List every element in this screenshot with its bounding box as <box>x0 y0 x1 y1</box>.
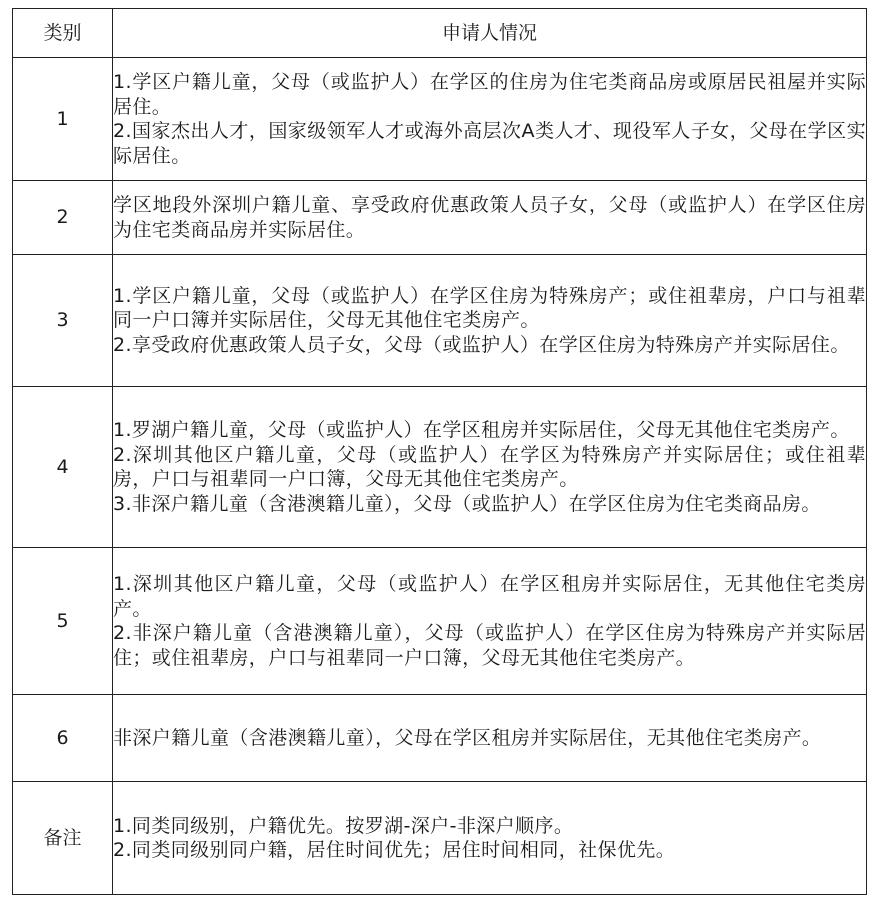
notes-description <box>113 782 867 895</box>
description-item: 1.罗湖户籍儿童，父母（或监护人）在学区租房并实际居住，父母无其他住宅类房产。 <box>113 419 850 441</box>
description-item: 1.学区户籍儿童，父母（或监护人）在学区住房为特殊房产；或住祖辈房，户口与祖辈同一户口簿并实际居住，父母无其他住宅类房产。 <box>113 284 866 332</box>
table-row <box>13 181 867 255</box>
description-item: 学区地段外深圳户籍儿童、享受政府优惠政策人员子女，父母（或监护人）在学区住房为住宅类商品房并实际居住。 <box>113 194 866 241</box>
table-header-row <box>13 9 867 58</box>
row-description <box>113 58 867 181</box>
row-description <box>113 181 867 255</box>
note-item: 1.同类同级别，户籍优先。按罗湖-深户-非深户顺序。 <box>113 814 574 837</box>
row-category: 1 <box>13 58 113 181</box>
row-description <box>113 387 867 548</box>
row-category: 6 <box>13 695 113 782</box>
table-row <box>13 387 867 548</box>
table-row <box>13 255 867 387</box>
description-item: 3.非深户籍儿童（含港澳籍儿童），父母（或监护人）在学区住房为住宅类商品房。 <box>113 492 821 515</box>
description-item: 1.学区户籍儿童，父母（或监护人）在学区的住房为住宅类商品房或原居民祖屋并实际居住。 <box>113 71 866 118</box>
table-row <box>13 548 867 695</box>
row-category: 2 <box>13 181 113 255</box>
table-row <box>13 695 867 782</box>
description-item: 2.非深户籍儿童（含港澳籍儿童），父母（或监护人）在学区住房为特殊房产并实际居住；或住祖辈房，户口与祖辈同一户口簿，父母无其他住宅类房产。 <box>113 622 866 669</box>
row-description <box>113 548 867 695</box>
header-category: 类别 <box>13 9 113 58</box>
row-description <box>113 255 867 387</box>
row-category: 3 <box>13 255 113 387</box>
description-item: 2.享受政府优惠政策人员子女，父母（或监护人）在学区住房为特殊房产并实际居住。 <box>113 333 850 356</box>
description-item: 2.深圳其他区户籍儿童，父母（或监护人）在学区为特殊房产并实际居住；或住祖辈房，户口与祖辈同一户口簿，父母无其他住宅类房产。 <box>113 443 866 490</box>
header-situation: 申请人情况 <box>113 9 867 58</box>
row-category: 5 <box>13 548 113 695</box>
description-item: 2.国家杰出人才，国家级领军人才或海外高层次A类人才、现役军人子女，父母在学区实际居住。 <box>113 120 866 167</box>
row-description <box>113 695 867 782</box>
table-row-notes <box>13 782 867 895</box>
admission-criteria-table <box>12 8 867 895</box>
table-row <box>13 58 867 181</box>
description-item: 非深户籍儿童（含港澳籍儿童），父母在学区租房并实际居住，无其他住宅类房产。 <box>113 726 822 749</box>
note-item: 2.同类同级别同户籍，居住时间优先；居住时间相同，社保优先。 <box>113 839 676 861</box>
row-category: 4 <box>13 387 113 548</box>
description-item: 1.深圳其他区户籍儿童，父母（或监护人）在学区租房并实际居住，无其他住宅类房产。 <box>113 573 866 620</box>
notes-label: 备注 <box>13 782 113 895</box>
